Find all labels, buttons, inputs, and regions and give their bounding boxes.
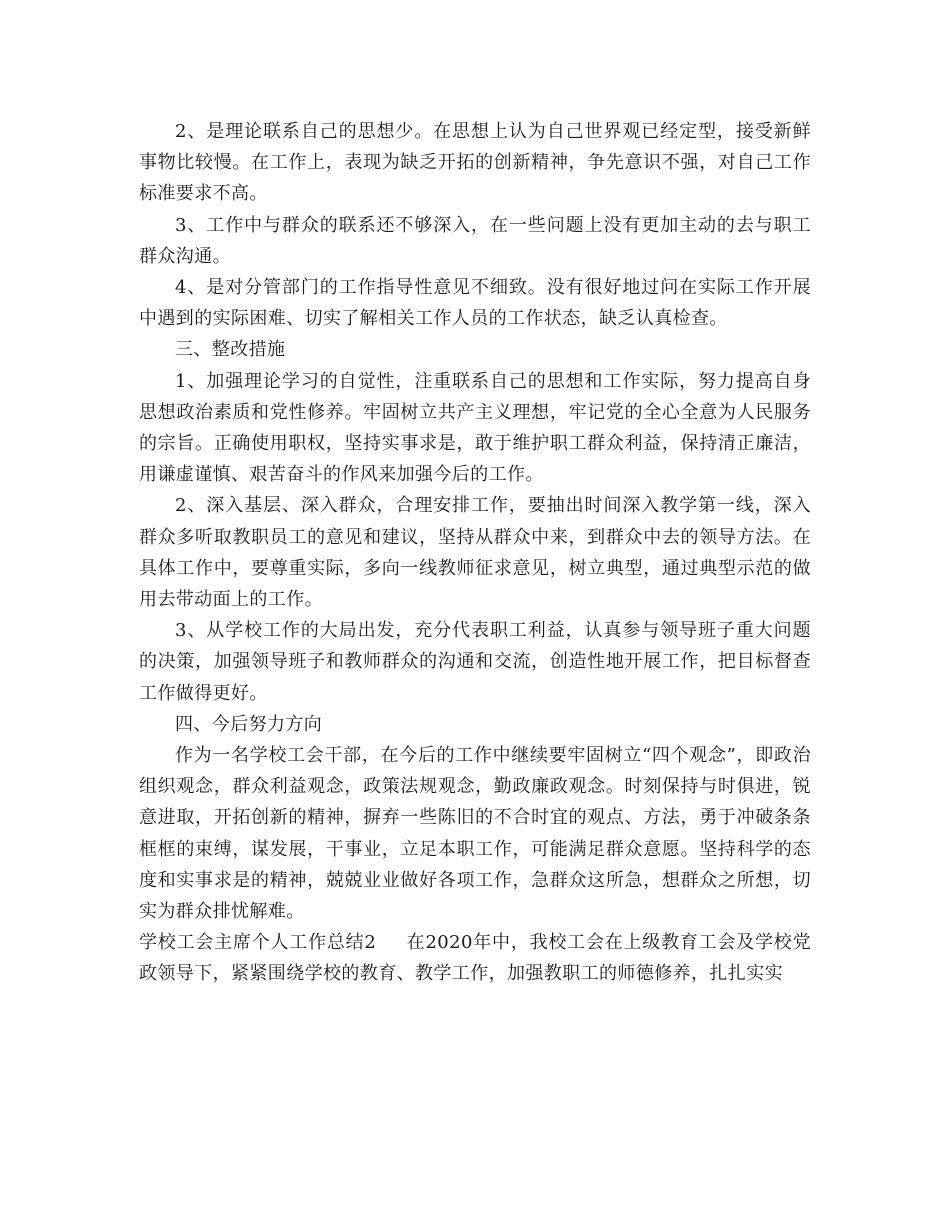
next-summary-text: 在2020年中，我校工会在上级教育工会及学校党政领导下，紧紧围绕学校的教育、教学工作，加强教职工的师德修养，扎扎实实 [139,932,811,985]
next-summary-title: 学校工会主席个人工作总结2 [139,932,377,954]
paragraph-measure-2: 2、深入基层、深入群众，合理安排工作，要抽出时间深入教学第一线，深入群众多听取教职员工的意见和建议，坚持从群众中来，到群众中去的领导方法。在具体工作中，要尊重实际，多向一线教师征求意见，树立典型，通过典型示范的做用去带动面上的工作。 [139,495,811,611]
paragraph-future-direction: 作为一名学校工会干部，在今后的工作中继续要牢固树立“四个观念”，即政治组织观念，群众利益观念，政策法规观念，勤政廉政观念。时刻保持与时俱进，锐意进取，开拓创新的精神，摒弃一些陈旧的不合时宜的观点、方法，勇于冲破条条框框的束缚，谋发展，干事业，立足本职工作，可能满足群众意愿。坚持科学的态度和实事求是的精神，兢兢业业做好各项工作，急群众这所急，想群众之所想，切实为群众排忧解难。 [139,745,811,923]
paragraph-problem-2: 2、是理论联系自己的思想少。在思想上认为自己世界观已经定型，接受新鲜事物比较慢。在工作上，表现为缺乏开拓的创新精神，争先意识不强，对自己工作标准要求不高。 [139,121,811,205]
section-heading-rectification: 三、整改措施 [175,339,286,361]
paragraph-measure-1: 1、加强理论学习的自觉性，注重联系自己的思想和工作实际，努力提高自身思想政治素质和党性修养。牢固树立共产主义理想，牢记党的全心全意为人民服务的宗旨。正确使用职权，坚持实事求是，敢于维护职工群众利益，保持清正廉洁，用谦虚谨慎、艰苦奋斗的作风来加强今后的工作。 [139,370,811,486]
document-body [139,116,811,990]
paragraph-problem-4: 4、是对分管部门的工作指导性意见不细致。没有很好地过问在实际工作开展中遇到的实际困难、切实了解相关工作人员的工作状态，缺乏认真检查。 [139,277,811,330]
next-summary-intro [139,927,811,989]
paragraph-measure-3: 3、从学校工作的大局出发，充分代表职工利益，认真参与领导班子重大问题的决策，加强领导班子和教师群众的沟通和交流，创造性地开展工作，把目标督查工作做得更好。 [139,620,811,704]
section-heading-future-direction: 四、今后努力方向 [175,713,323,735]
paragraph-problem-3: 3、工作中与群众的联系还不够深入，在一些问题上没有更加主动的去与职工群众沟通。 [139,214,811,267]
